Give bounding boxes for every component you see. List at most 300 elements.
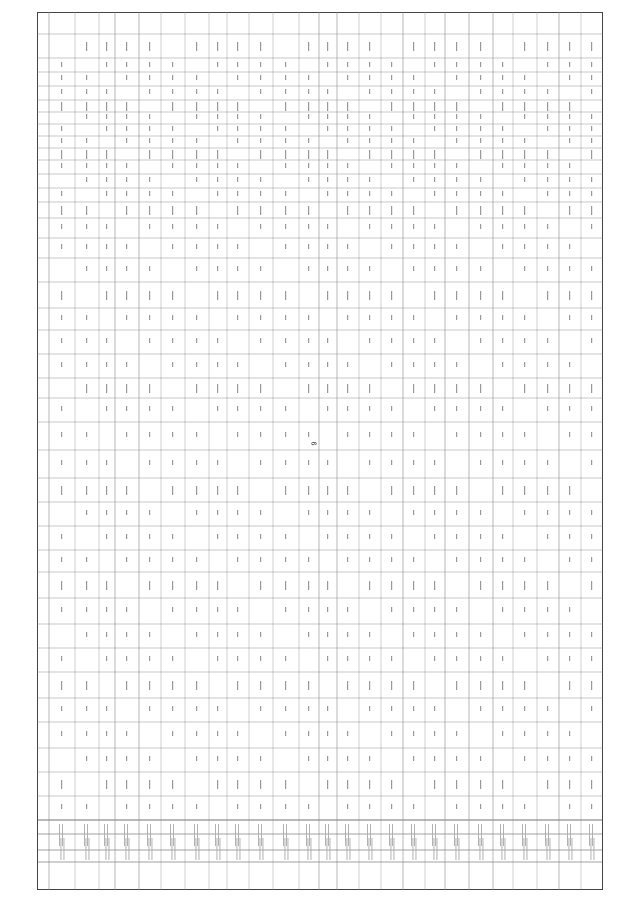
cell-text-mark bbox=[126, 731, 127, 736]
cell-text-mark bbox=[237, 206, 238, 215]
header-text-mark bbox=[311, 838, 312, 860]
cell-text-mark bbox=[547, 191, 548, 196]
header-text-mark bbox=[367, 824, 368, 846]
cell-text-mark bbox=[126, 244, 127, 249]
cell-text-mark bbox=[547, 114, 548, 119]
cell-text-mark bbox=[106, 177, 107, 182]
cell-text-mark bbox=[327, 756, 328, 761]
cell-text-mark bbox=[391, 362, 392, 367]
cell-text-mark bbox=[413, 315, 414, 320]
cell-text-mark bbox=[285, 102, 286, 111]
cell-text-mark bbox=[327, 780, 328, 789]
cell-text-mark bbox=[369, 206, 370, 215]
cell-text-mark bbox=[413, 150, 414, 159]
cell-text-mark bbox=[126, 102, 127, 111]
cell-text-mark bbox=[196, 224, 197, 229]
cell-text-mark bbox=[86, 89, 87, 94]
header-text-mark bbox=[454, 824, 455, 846]
cell-text-mark bbox=[126, 406, 127, 411]
cell-text-mark bbox=[149, 510, 150, 515]
cell-text-mark bbox=[126, 138, 127, 143]
header-text-mark bbox=[87, 824, 88, 846]
header-text-mark bbox=[89, 838, 90, 860]
cell-text-mark bbox=[591, 632, 592, 637]
cell-text-mark bbox=[347, 244, 348, 249]
cell-text-mark bbox=[260, 557, 261, 562]
cell-text-mark bbox=[547, 362, 548, 367]
cell-text-mark bbox=[547, 632, 548, 637]
header-text-mark bbox=[434, 838, 435, 860]
cell-text-mark bbox=[308, 681, 309, 690]
cell-text-mark bbox=[327, 114, 328, 119]
header-text-mark bbox=[592, 824, 593, 846]
cell-text-mark bbox=[126, 362, 127, 367]
cell-text-mark bbox=[591, 706, 592, 711]
header-text-mark bbox=[525, 824, 526, 846]
header-text-mark bbox=[502, 838, 503, 860]
cell-text-mark bbox=[285, 126, 286, 131]
cell-text-mark bbox=[569, 102, 570, 111]
cell-text-mark bbox=[524, 138, 525, 143]
header-text-mark bbox=[215, 824, 216, 846]
cell-text-mark bbox=[480, 75, 481, 80]
cell-text-mark bbox=[327, 632, 328, 637]
cell-text-mark bbox=[547, 656, 548, 661]
cell-text-mark bbox=[308, 177, 309, 182]
cell-text-mark bbox=[196, 89, 197, 94]
cell-text-mark bbox=[106, 163, 107, 168]
cell-text-mark bbox=[308, 75, 309, 80]
header-text-mark bbox=[594, 838, 595, 860]
cell-text-mark bbox=[524, 75, 525, 80]
header-text-mark bbox=[62, 824, 63, 846]
cell-text-mark bbox=[308, 731, 309, 736]
cell-text-mark bbox=[172, 581, 173, 590]
cell-text-mark bbox=[217, 581, 218, 590]
cell-text-mark bbox=[524, 206, 525, 215]
cell-text-mark bbox=[456, 780, 457, 789]
cell-text-mark bbox=[434, 244, 435, 249]
header-text-mark bbox=[591, 838, 592, 860]
cell-text-mark bbox=[308, 510, 309, 515]
cell-text-mark bbox=[86, 114, 87, 119]
cell-text-mark bbox=[149, 756, 150, 761]
header-text-mark bbox=[481, 824, 482, 846]
cell-text-mark bbox=[502, 163, 503, 168]
cell-text-mark bbox=[260, 681, 261, 690]
cell-text-mark bbox=[237, 406, 238, 411]
cell-text-mark bbox=[502, 780, 503, 789]
cell-text-mark bbox=[217, 756, 218, 761]
cell-text-mark bbox=[61, 62, 62, 67]
header-text-mark bbox=[459, 838, 460, 860]
cell-text-mark bbox=[106, 89, 107, 94]
cell-text-mark bbox=[347, 362, 348, 367]
cell-text-mark bbox=[308, 338, 309, 343]
cell-text-mark bbox=[285, 804, 286, 809]
cell-text-mark bbox=[217, 706, 218, 711]
cell-text-mark bbox=[260, 191, 261, 196]
cell-text-mark bbox=[172, 681, 173, 690]
cell-text-mark bbox=[524, 224, 525, 229]
cell-text-mark bbox=[369, 138, 370, 143]
cell-text-mark bbox=[347, 406, 348, 411]
cell-text-mark bbox=[456, 315, 457, 320]
cell-text-mark bbox=[126, 291, 127, 300]
cell-text-mark bbox=[172, 780, 173, 789]
cell-text-mark bbox=[347, 384, 348, 393]
cell-text-mark bbox=[196, 681, 197, 690]
cell-text-mark bbox=[413, 681, 414, 690]
header-text-mark bbox=[196, 838, 197, 860]
header-text-mark bbox=[569, 838, 570, 860]
cell-text-mark bbox=[149, 114, 150, 119]
cell-text-mark bbox=[106, 114, 107, 119]
cell-text-mark bbox=[480, 138, 481, 143]
cell-text-mark bbox=[260, 75, 261, 80]
cell-text-mark bbox=[369, 75, 370, 80]
cell-text-mark bbox=[126, 656, 127, 661]
cell-text-mark bbox=[434, 362, 435, 367]
cell-text-mark bbox=[260, 534, 261, 539]
cell-text-mark bbox=[217, 406, 218, 411]
cell-text-mark bbox=[502, 224, 503, 229]
cell-text-mark bbox=[106, 460, 107, 465]
cell-text-mark bbox=[591, 177, 592, 182]
cell-text-mark bbox=[196, 432, 197, 437]
cell-text-mark bbox=[456, 406, 457, 411]
cell-text-mark bbox=[480, 266, 481, 271]
cell-text-mark bbox=[327, 338, 328, 343]
cell-text-mark bbox=[196, 150, 197, 159]
cell-text-mark bbox=[217, 126, 218, 131]
cell-text-mark bbox=[456, 206, 457, 215]
cell-text-mark bbox=[61, 89, 62, 94]
cell-text-mark bbox=[260, 291, 261, 300]
header-text-mark bbox=[258, 824, 259, 846]
cell-text-mark bbox=[149, 460, 150, 465]
cell-text-mark bbox=[502, 244, 503, 249]
header-text-mark bbox=[283, 824, 284, 846]
cell-text-mark bbox=[347, 607, 348, 612]
cell-text-mark bbox=[591, 780, 592, 789]
cell-text-mark bbox=[347, 177, 348, 182]
header-text-mark bbox=[308, 838, 309, 860]
cell-text-mark bbox=[502, 315, 503, 320]
cell-text-mark bbox=[524, 315, 525, 320]
cell-text-mark bbox=[480, 89, 481, 94]
cell-text-mark bbox=[106, 756, 107, 761]
cell-text-mark bbox=[86, 384, 87, 393]
cell-text-mark bbox=[149, 177, 150, 182]
cell-text-mark bbox=[524, 42, 525, 51]
header-text-mark bbox=[170, 824, 171, 846]
cell-text-mark bbox=[327, 266, 328, 271]
cell-text-mark bbox=[260, 338, 261, 343]
cell-text-mark bbox=[413, 632, 414, 637]
cell-text-mark bbox=[237, 780, 238, 789]
cell-text-mark bbox=[217, 510, 218, 515]
cell-text-mark bbox=[502, 534, 503, 539]
cell-text-mark bbox=[86, 557, 87, 562]
cell-text-mark bbox=[237, 607, 238, 612]
header-text-mark bbox=[369, 838, 370, 860]
cell-text-mark bbox=[569, 291, 570, 300]
cell-text-mark bbox=[126, 62, 127, 67]
cell-text-mark bbox=[347, 114, 348, 119]
cell-text-mark bbox=[149, 138, 150, 143]
cell-text-mark bbox=[480, 177, 481, 182]
header-text-mark bbox=[64, 838, 65, 860]
cell-text-mark bbox=[480, 581, 481, 590]
cell-text-mark bbox=[591, 206, 592, 215]
cell-text-mark bbox=[86, 731, 87, 736]
cell-text-mark bbox=[369, 804, 370, 809]
cell-text-mark bbox=[106, 338, 107, 343]
cell-text-mark bbox=[86, 75, 87, 80]
cell-text-mark bbox=[413, 804, 414, 809]
cell-text-mark bbox=[413, 432, 414, 437]
cell-text-mark bbox=[217, 62, 218, 67]
cell-text-mark bbox=[502, 486, 503, 495]
cell-text-mark bbox=[196, 607, 197, 612]
cell-text-mark bbox=[456, 534, 457, 539]
header-text-mark bbox=[392, 824, 393, 846]
cell-text-mark bbox=[369, 338, 370, 343]
cell-text-mark bbox=[260, 266, 261, 271]
cell-text-mark bbox=[456, 75, 457, 80]
cell-text-mark bbox=[502, 731, 503, 736]
cell-text-mark bbox=[86, 486, 87, 495]
cell-text-mark bbox=[237, 291, 238, 300]
cell-text-mark bbox=[61, 557, 62, 562]
cell-text-mark bbox=[347, 206, 348, 215]
cell-text-mark bbox=[502, 557, 503, 562]
header-text-mark bbox=[483, 838, 484, 860]
cell-text-mark bbox=[285, 75, 286, 80]
cell-text-mark bbox=[237, 486, 238, 495]
header-text-mark bbox=[503, 824, 504, 846]
cell-text-mark bbox=[347, 42, 348, 51]
cell-text-mark bbox=[413, 581, 414, 590]
cell-text-mark bbox=[86, 581, 87, 590]
cell-text-mark bbox=[149, 432, 150, 437]
cell-text-mark bbox=[547, 89, 548, 94]
cell-text-mark bbox=[569, 780, 570, 789]
header-text-mark bbox=[285, 838, 286, 860]
header-text-mark bbox=[548, 824, 549, 846]
cell-text-mark bbox=[434, 581, 435, 590]
cell-text-mark bbox=[547, 607, 548, 612]
cell-text-mark bbox=[260, 756, 261, 761]
header-text-mark bbox=[84, 824, 85, 846]
cell-text-mark bbox=[327, 102, 328, 111]
cell-text-mark bbox=[413, 102, 414, 111]
cell-text-mark bbox=[413, 706, 414, 711]
cell-text-mark bbox=[524, 102, 525, 111]
cell-text-mark bbox=[369, 681, 370, 690]
cell-text-mark bbox=[237, 102, 238, 111]
cell-text-mark bbox=[106, 534, 107, 539]
cell-text-mark bbox=[260, 150, 261, 159]
cell-text-mark bbox=[61, 191, 62, 196]
header-text-mark bbox=[147, 824, 148, 846]
cell-text-mark bbox=[413, 177, 414, 182]
header-text-mark bbox=[330, 838, 331, 860]
cell-text-mark bbox=[126, 42, 127, 51]
cell-text-mark bbox=[61, 75, 62, 80]
cell-text-mark bbox=[86, 460, 87, 465]
cell-text-mark bbox=[591, 338, 592, 343]
cell-text-mark bbox=[86, 632, 87, 637]
cell-text-mark bbox=[502, 706, 503, 711]
cell-text-mark bbox=[86, 510, 87, 515]
cell-text-mark bbox=[391, 706, 392, 711]
cell-text-mark bbox=[172, 89, 173, 94]
cell-text-mark bbox=[196, 42, 197, 51]
cell-text-mark bbox=[106, 224, 107, 229]
cell-text-mark bbox=[434, 406, 435, 411]
cell-text-mark bbox=[391, 62, 392, 67]
cell-text-mark bbox=[434, 384, 435, 393]
cell-text-mark bbox=[217, 163, 218, 168]
cell-text-mark bbox=[347, 126, 348, 131]
cell-text-mark bbox=[547, 291, 548, 300]
cell-text-mark bbox=[413, 114, 414, 119]
header-text-mark bbox=[572, 838, 573, 860]
cell-text-mark bbox=[369, 291, 370, 300]
cell-text-mark bbox=[347, 75, 348, 80]
cell-text-mark bbox=[591, 432, 592, 437]
cell-text-mark bbox=[391, 206, 392, 215]
cell-text-mark bbox=[591, 315, 592, 320]
cell-text-mark bbox=[285, 291, 286, 300]
cell-text-mark bbox=[260, 384, 261, 393]
cell-text-mark bbox=[61, 681, 62, 690]
cell-text-mark bbox=[196, 731, 197, 736]
cell-text-mark bbox=[569, 62, 570, 67]
cell-text-mark bbox=[569, 681, 570, 690]
cell-text-mark bbox=[217, 244, 218, 249]
cell-text-mark bbox=[308, 557, 309, 562]
cell-text-mark bbox=[434, 460, 435, 465]
cell-text-mark bbox=[172, 557, 173, 562]
cell-text-mark bbox=[149, 291, 150, 300]
cell-text-mark bbox=[502, 804, 503, 809]
cell-text-mark bbox=[260, 460, 261, 465]
cell-text-mark bbox=[217, 191, 218, 196]
cell-text-mark bbox=[217, 780, 218, 789]
cell-text-mark bbox=[126, 315, 127, 320]
cell-text-mark bbox=[456, 126, 457, 131]
cell-text-mark bbox=[391, 804, 392, 809]
cell-text-mark bbox=[149, 656, 150, 661]
cell-text-mark bbox=[237, 557, 238, 562]
cell-text-mark bbox=[196, 510, 197, 515]
cell-text-mark bbox=[172, 315, 173, 320]
cell-text-mark bbox=[126, 266, 127, 271]
cell-text-mark bbox=[569, 114, 570, 119]
cell-text-mark bbox=[61, 138, 62, 143]
cell-text-mark bbox=[369, 315, 370, 320]
header-text-mark bbox=[173, 824, 174, 846]
cell-text-mark bbox=[591, 406, 592, 411]
header-text-mark bbox=[104, 824, 105, 846]
cell-text-mark bbox=[172, 126, 173, 131]
cell-text-mark bbox=[260, 706, 261, 711]
cell-text-mark bbox=[369, 42, 370, 51]
cell-text-mark bbox=[61, 486, 62, 495]
cell-text-mark bbox=[569, 138, 570, 143]
cell-text-mark bbox=[369, 510, 370, 515]
cell-text-mark bbox=[502, 362, 503, 367]
cell-text-mark bbox=[502, 406, 503, 411]
cell-text-mark bbox=[237, 177, 238, 182]
header-text-mark bbox=[348, 824, 349, 846]
header-text-mark bbox=[175, 838, 176, 860]
cell-text-mark bbox=[434, 338, 435, 343]
cell-text-mark bbox=[196, 362, 197, 367]
cell-text-mark bbox=[285, 206, 286, 215]
cell-text-mark bbox=[569, 534, 570, 539]
cell-text-mark bbox=[285, 731, 286, 736]
header-text-mark bbox=[416, 838, 417, 860]
cell-text-mark bbox=[106, 384, 107, 393]
cell-text-mark bbox=[86, 177, 87, 182]
cell-text-mark bbox=[327, 163, 328, 168]
header-text-mark bbox=[235, 824, 236, 846]
cell-text-mark bbox=[413, 244, 414, 249]
cell-text-mark bbox=[106, 362, 107, 367]
cell-text-mark bbox=[369, 406, 370, 411]
cell-text-mark bbox=[149, 406, 150, 411]
cell-text-mark bbox=[61, 315, 62, 320]
cell-text-mark bbox=[196, 706, 197, 711]
cell-text-mark bbox=[285, 163, 286, 168]
cell-text-mark bbox=[480, 224, 481, 229]
cell-text-mark bbox=[217, 656, 218, 661]
cell-text-mark bbox=[106, 291, 107, 300]
cell-text-mark bbox=[172, 607, 173, 612]
cell-text-mark bbox=[391, 432, 392, 437]
cell-text-mark bbox=[434, 42, 435, 51]
cell-text-mark bbox=[502, 338, 503, 343]
cell-text-mark bbox=[217, 42, 218, 51]
header-text-mark bbox=[217, 838, 218, 860]
cell-text-mark bbox=[456, 138, 457, 143]
cell-text-mark bbox=[308, 102, 309, 111]
header-text-mark bbox=[149, 838, 150, 860]
header-text-mark bbox=[527, 838, 528, 860]
cell-text-mark bbox=[456, 114, 457, 119]
cell-text-mark bbox=[196, 756, 197, 761]
cell-text-mark bbox=[149, 75, 150, 80]
cell-text-mark bbox=[217, 114, 218, 119]
cell-text-mark bbox=[126, 191, 127, 196]
cell-text-mark bbox=[391, 102, 392, 111]
cell-text-mark bbox=[126, 557, 127, 562]
cell-text-mark bbox=[61, 656, 62, 661]
cell-text-mark bbox=[569, 362, 570, 367]
page-number: 9 bbox=[311, 441, 319, 446]
cell-text-mark bbox=[327, 656, 328, 661]
cell-text-mark bbox=[260, 224, 261, 229]
cell-text-mark bbox=[547, 244, 548, 249]
cell-text-mark bbox=[456, 731, 457, 736]
cell-text-mark bbox=[591, 510, 592, 515]
cell-text-mark bbox=[149, 126, 150, 131]
cell-text-mark bbox=[86, 266, 87, 271]
